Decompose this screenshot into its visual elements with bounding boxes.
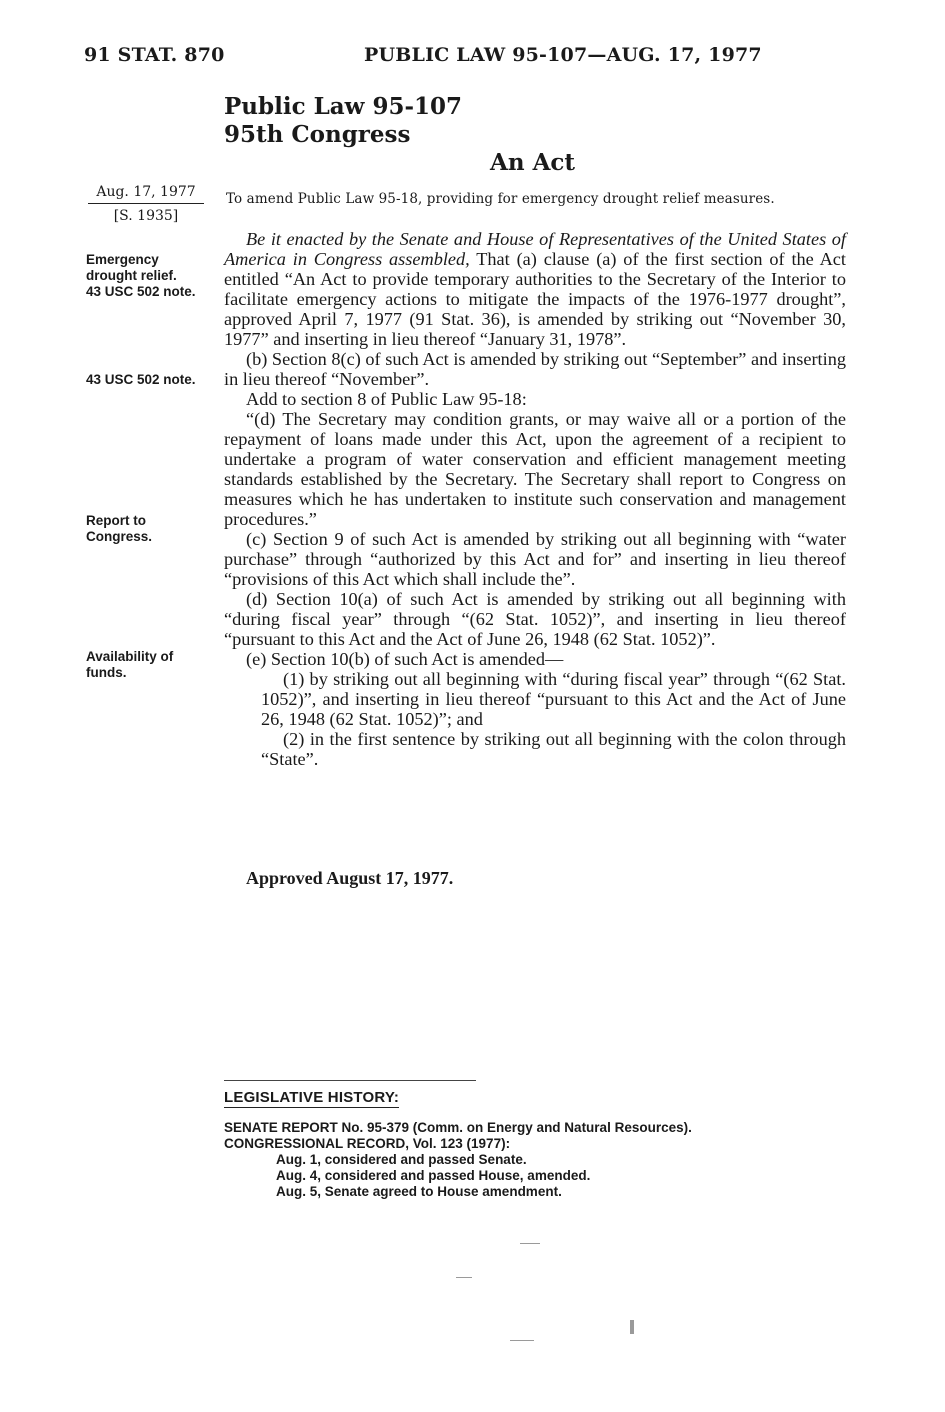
congress-title: 95th Congress bbox=[224, 121, 411, 148]
history-entry: Aug. 1, considered and passed Senate. bbox=[276, 1152, 527, 1167]
enacting-clause bbox=[224, 229, 846, 349]
approval-date: Approved August 17, 1977. bbox=[246, 868, 454, 888]
margin-note-line: Availability of bbox=[86, 649, 174, 664]
scan-speck bbox=[456, 1277, 472, 1278]
stat-page-number: 91 STAT. 870 bbox=[84, 44, 225, 66]
legislative-history-list bbox=[224, 1120, 824, 1200]
clause-a: That (a) clause (a) of the first section of the Act entitled “An Act to provide temporary authorities to the Secretary of the Interior to facilitate emergency actions to mitigate the impacts of the 1976-1977 drought”, approved April 7, 1977 (91 Stat. 36), is amended by striking out “November 30, 1977” and inserting in lieu thereof “January 31, 1978”. bbox=[224, 249, 846, 349]
margin-note-line: Report to bbox=[86, 513, 146, 528]
history-entry: Aug. 4, considered and passed House, amended. bbox=[276, 1168, 591, 1183]
margin-note-line: 43 USC 502 note. bbox=[86, 284, 196, 299]
margin-note-line: Emergency bbox=[86, 252, 159, 267]
margin-note-emergency bbox=[86, 252, 216, 300]
legislative-history-heading: LEGISLATIVE HISTORY: bbox=[224, 1089, 400, 1106]
scan-speck bbox=[520, 1243, 540, 1244]
clause-d: (d) Section 10(a) of such Act is amended by striking out all beginning with “during fiscal year” through “(62 Stat. 1052)”, and inserting in lieu thereof “pursuant to this Act and the Act of June 26, 1948 (62 Stat. 1052)”. bbox=[224, 589, 846, 649]
act-body bbox=[224, 229, 846, 769]
margin-note-line: drought relief. bbox=[86, 268, 177, 283]
clause-d-quote: “(d) The Secretary may condition grants, or may waive all or a portion of the repayment of loans made under this Act, upon the agreement of a recipient to undertake a program of water conservation and efficient management meeting standards established by the Secretary. The Secretary shall report to Congress on measures which he has undertaken to institute such conservation and management procedures.” bbox=[224, 409, 846, 529]
clause-e-1: (1) by striking out all beginning with “during fiscal year” through “(62 Stat. 1052)”, and inserting in lieu thereof “pursuant to this Act and the Act of June 26, 1948 (62 Stat. 1052)”; and bbox=[261, 669, 846, 729]
clause-e: (e) Section 10(b) of such Act is amended— bbox=[246, 649, 564, 669]
margin-note-line: funds. bbox=[86, 665, 127, 680]
margin-date-block bbox=[88, 182, 208, 226]
clause-b: (b) Section 8(c) of such Act is amended by striking out “September” and inserting in lieu thereof “November”. bbox=[224, 349, 846, 389]
public-law-title: Public Law 95-107 bbox=[224, 93, 463, 120]
history-entry: Aug. 5, Senate agreed to House amendment. bbox=[276, 1184, 562, 1199]
enacting-formula: Be it enacted by the Senate and House of Representatives of the United States of America in Congress assembled, bbox=[224, 229, 846, 269]
legislative-history-rule bbox=[224, 1080, 476, 1081]
add-to-section: Add to section 8 of Public Law 95-18: bbox=[246, 389, 527, 409]
margin-note-usc: 43 USC 502 note. bbox=[86, 372, 196, 387]
margin-bill-number: [S. 1935] bbox=[113, 208, 179, 224]
clause-c: (c) Section 9 of such Act is amended by striking out all beginning with “water purchase” through “authorized by this Act and for” and inserting in lieu thereof “provisions of this Act which shall include the”. bbox=[224, 529, 846, 589]
margin-note-line: Congress. bbox=[86, 529, 153, 544]
scan-speck bbox=[510, 1340, 534, 1341]
an-act-heading: An Act bbox=[490, 149, 576, 176]
purpose-line: To amend Public Law 95-18, providing for emergency drought relief measures. bbox=[226, 191, 775, 207]
scan-speck bbox=[630, 1320, 634, 1334]
running-title: PUBLIC LAW 95-107—AUG. 17, 1977 bbox=[364, 44, 762, 66]
congressional-record: CONGRESSIONAL RECORD, Vol. 123 (1977): bbox=[224, 1136, 511, 1151]
margin-date: Aug. 17, 1977 bbox=[88, 182, 204, 204]
clause-e-2: (2) in the first sentence by striking out all beginning with the colon through “State”. bbox=[261, 729, 846, 769]
senate-report: SENATE REPORT No. 95-379 (Comm. on Energy and Natural Resources). bbox=[224, 1120, 692, 1135]
margin-note-availability bbox=[86, 649, 216, 681]
margin-note-report bbox=[86, 513, 216, 545]
